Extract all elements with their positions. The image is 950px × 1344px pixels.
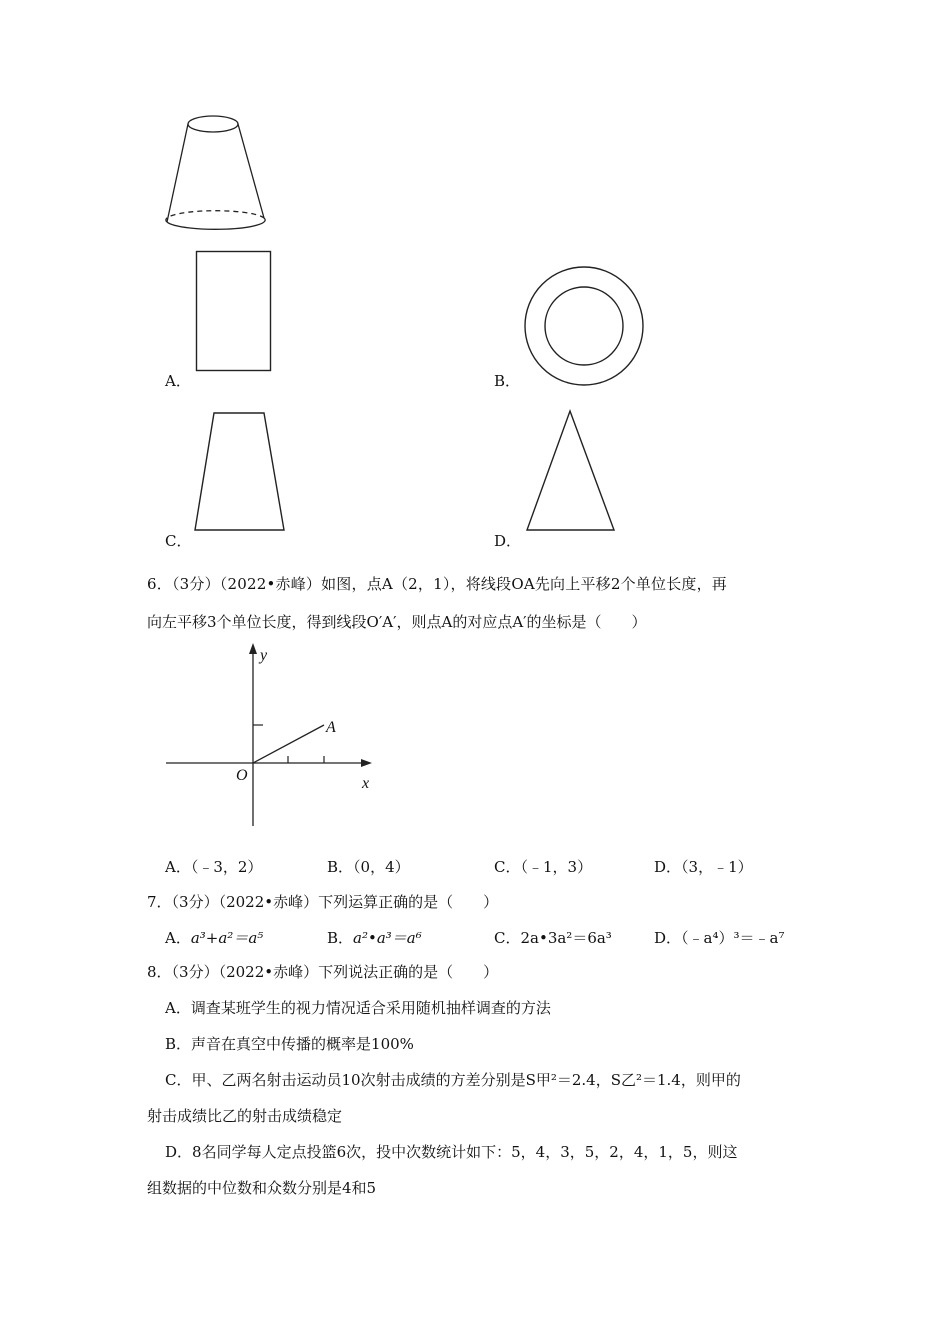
option-a-label: A． (165, 372, 191, 390)
option-d-triangle (524, 408, 620, 536)
q8-option-c-line1: C．甲、乙两名射击运动员10次射击成绩的方差分别是S甲²＝2.4，S乙²＝1.4，则甲的 (165, 1071, 741, 1089)
q6-option-a: A．（﹣3，2） (165, 858, 263, 876)
q7-stem: 7．（3分）（2022•赤峰）下列运算正确的是（ ） (147, 893, 499, 911)
y-axis-label: y (260, 647, 268, 664)
q7-option-b-expr: a²•a³＝a⁶ (353, 929, 422, 947)
q6-option-b: B．（0，4） (327, 858, 410, 876)
point-a-label: A (326, 719, 336, 736)
option-c-trapezoid (192, 410, 292, 535)
option-b-label: B． (494, 372, 521, 390)
q8-option-c-line2: 射击成绩比乙的射击成绩稳定 (147, 1107, 343, 1125)
option-b-rings (520, 262, 650, 392)
q7-option-c-label: C． (494, 929, 521, 947)
q8-option-d-line1: D．8名同学每人定点投篮6次，投中次数统计如下：5，4，3，5，2，4，1，5，则这 (165, 1143, 738, 1161)
coordinate-graph (160, 640, 390, 830)
q7-option-a-label: A． (165, 929, 191, 947)
q7-option-a-expr: a³+a²＝a⁵ (190, 929, 264, 947)
q8-option-d-line2: 组数据的中位数和众数分别是4和5 (147, 1179, 377, 1197)
q6-stem-line2: 向左平移3个单位长度，得到线段O′A′，则点A的对应点A′的坐标是（ ） (147, 613, 647, 631)
q6-stem-line1: 6．（3分）（2022•赤峰）如图，点A（2，1），将线段OA先向上平移2个单位长度，再 (147, 575, 728, 593)
x-axis-label: x (362, 775, 370, 792)
option-a-rectangle (195, 250, 275, 375)
option-c-label: C． (165, 532, 192, 550)
origin-label: O (236, 767, 248, 784)
option-d-label: D． (494, 532, 522, 550)
q7-option-c-expr: 2a•3a²＝6a³ (520, 929, 612, 947)
q6-option-d: D．（3，﹣1） (654, 858, 753, 876)
q7-option-d-expr: （﹣a⁴）³＝﹣a⁷ (681, 929, 785, 947)
q7-option-d-label: D． (654, 929, 682, 947)
q7-option-b-label: B． (327, 929, 354, 947)
q8-option-a: A．调查某班学生的视力情况适合采用随机抽样调查的方法 (165, 999, 551, 1017)
q7-option-a (165, 927, 263, 948)
q7-option-d (654, 927, 784, 948)
q7-option-c (494, 927, 612, 948)
q8-stem: 8．（3分）（2022•赤峰）下列说法正确的是（ ） (147, 963, 499, 981)
frustum-figure (160, 112, 275, 237)
q8-option-b: B．声音在真空中传播的概率是100% (165, 1035, 414, 1053)
q6-option-c: C．（﹣1，3） (494, 858, 593, 876)
q7-option-b (327, 927, 422, 948)
